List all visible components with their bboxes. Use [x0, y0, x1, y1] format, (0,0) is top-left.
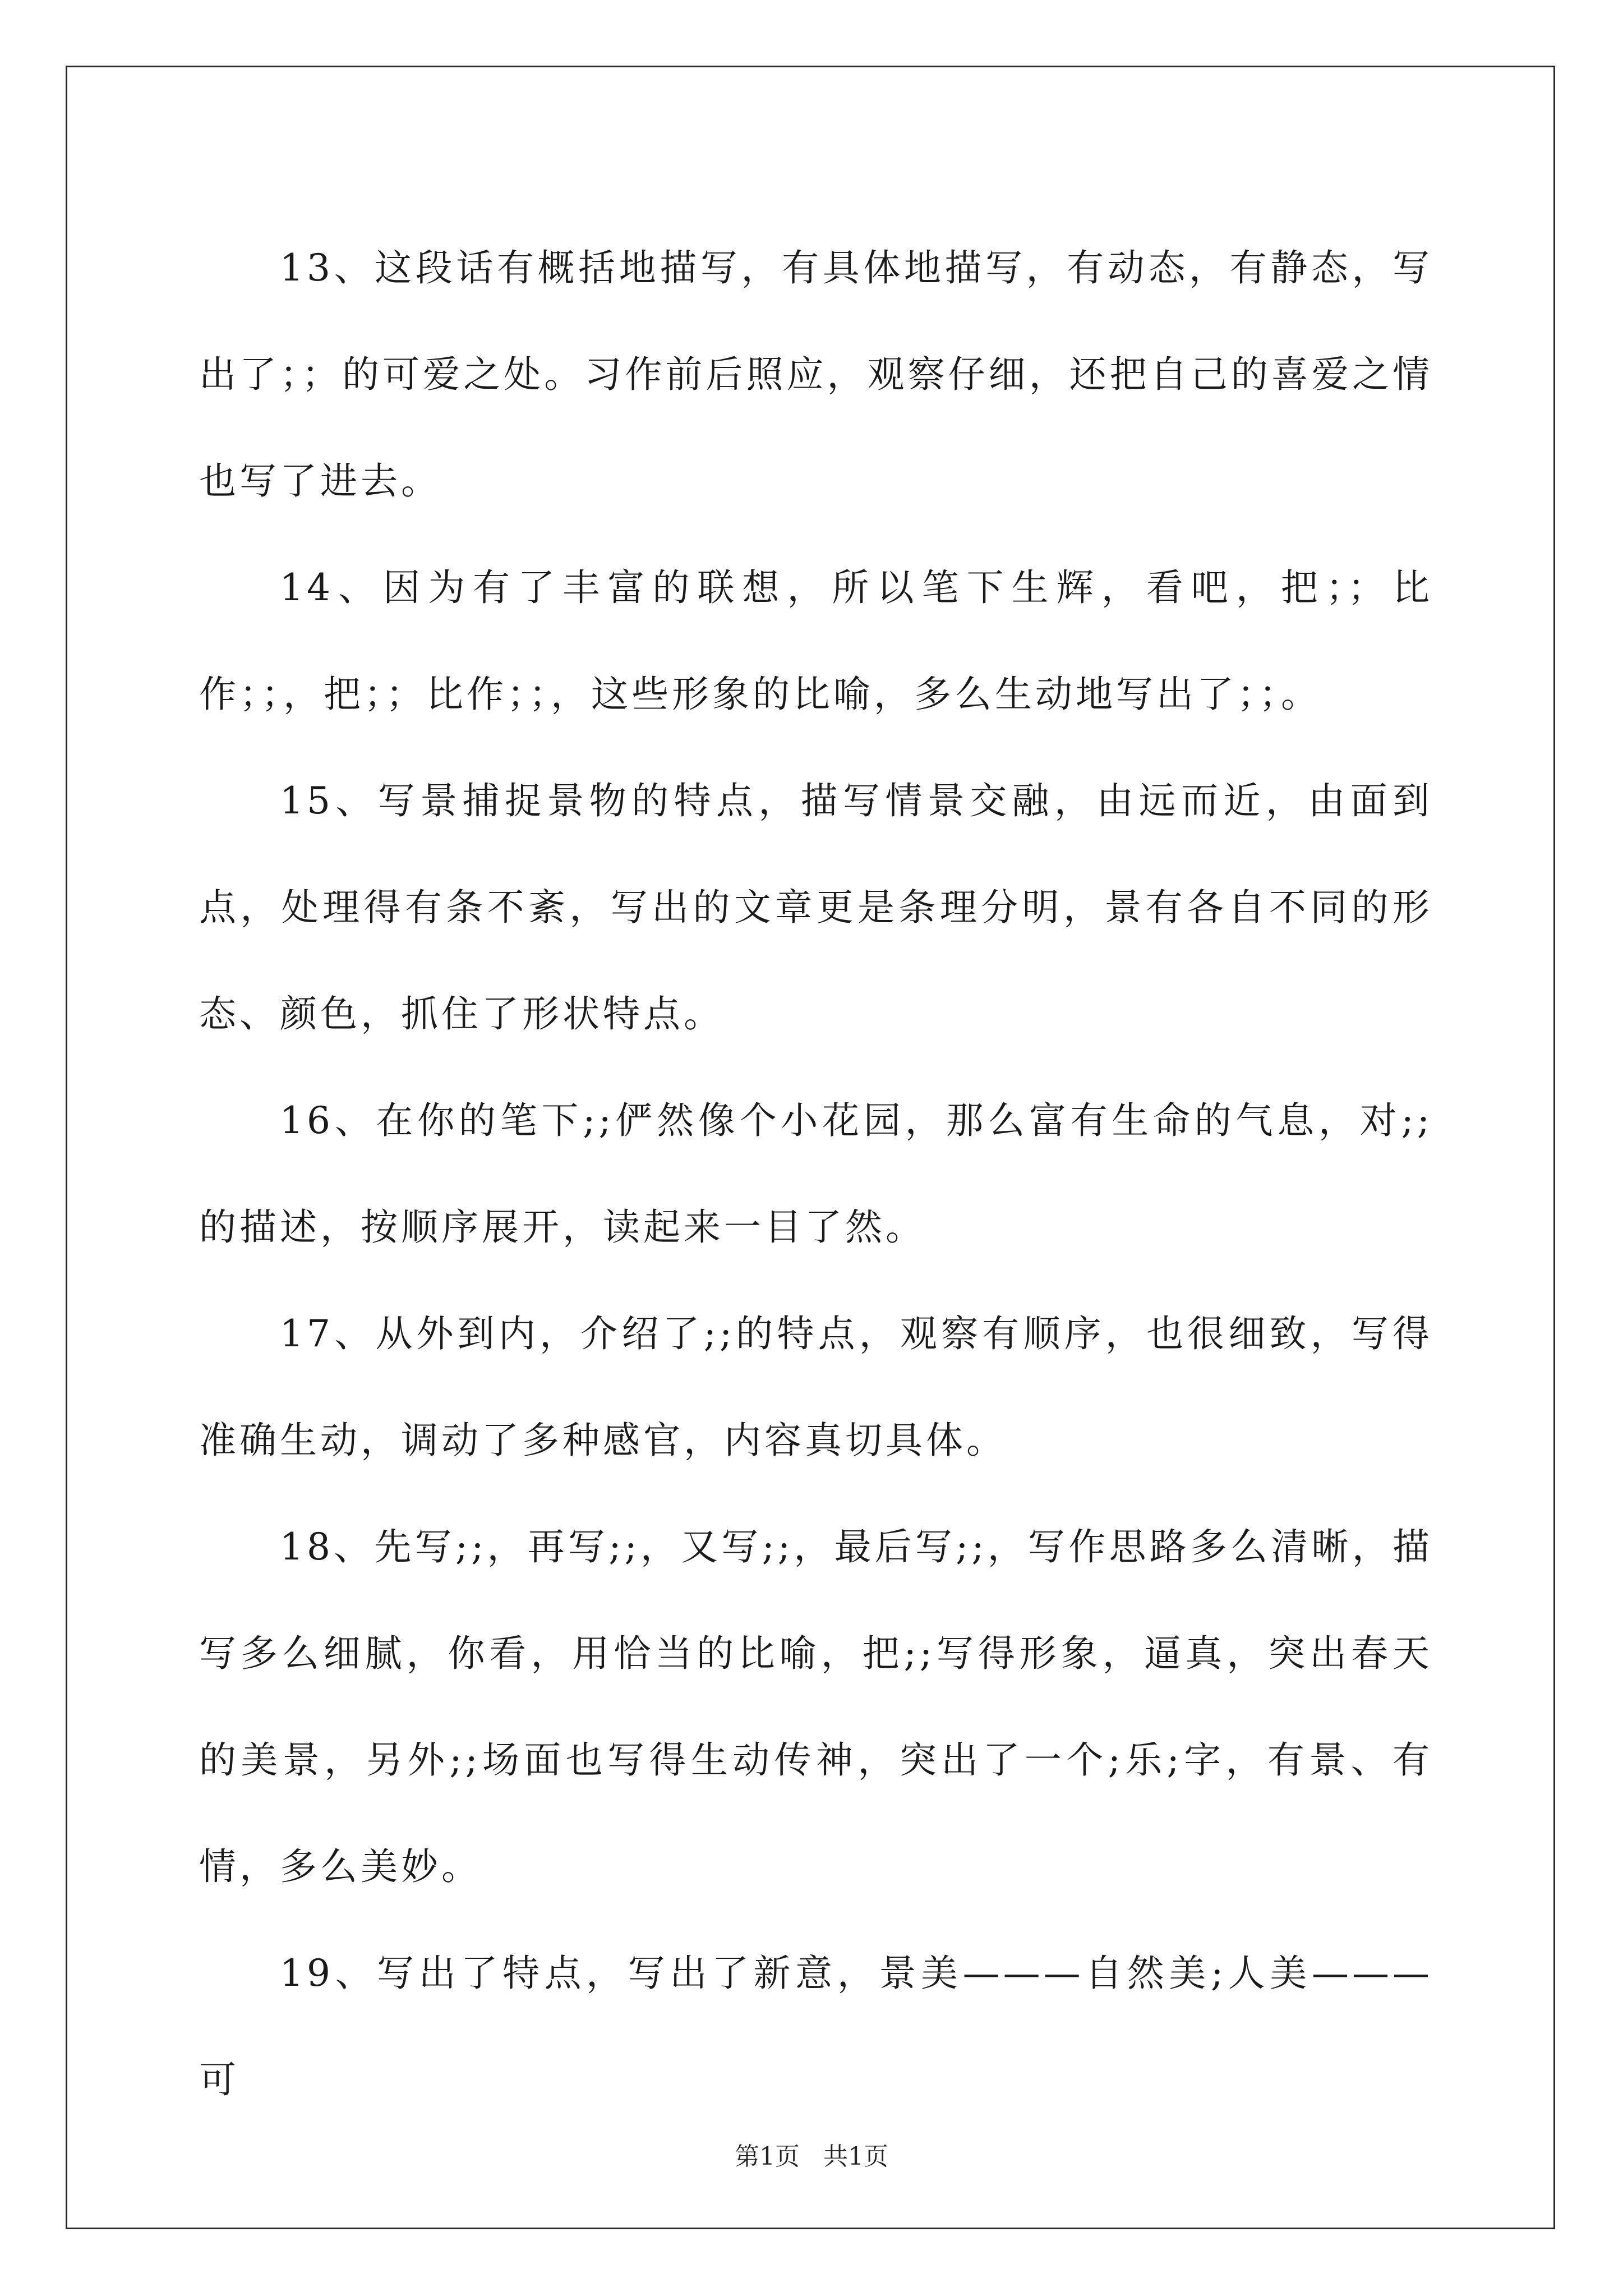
page-footer: [0, 2136, 1623, 2172]
paragraph-19: 19、写出了特点，写出了新意，景美———自然美;人美———可: [199, 1952, 1433, 2101]
paragraph-17: 17、从外到内，介绍了;;的特点，观察有顺序，也很细致，写得准确生动，调动了多种感官，内容真切具体。: [199, 1312, 1433, 1462]
paragraph-18: 18、先写;;，再写;;，又写;;，最后写;;，写作思路多么清晰，描写多么细腻，你看，用恰当的比喻，把;;写得形象，逼真，突出春天的美景，另外;;场面也写得生动传神，突出了一个;乐;字，有景、有情，多么美妙。: [199, 1525, 1433, 1888]
page-number: 第1页: [735, 2142, 800, 2171]
page-total: 共1页: [823, 2142, 888, 2171]
paragraph-13: 13、这段话有概括地描写，有具体地描写，有动态，有静态，写出了；；的可爱之处。习作前后照应，观察仔细，还把自己的喜爱之情也写了进去。: [199, 246, 1433, 503]
paragraph-16: 16、在你的笔下;;俨然像个小花园，那么富有生命的气息，对;;的描述，按顺序展开，读起来一目了然。: [199, 1099, 1433, 1249]
paragraph-14: 14、因为有了丰富的联想，所以笔下生辉，看吧，把；；比作；；，把；；比作；；，这些形象的比喻，多么生动地写出了；；。: [199, 566, 1433, 716]
document-body: [199, 215, 1433, 2133]
paragraph-15: 15、写景捕捉景物的特点，描写情景交融，由远而近，由面到点，处理得有条不紊，写出的文章更是条理分明，景有各自不同的形态、颜色，抓住了形状特点。: [199, 779, 1433, 1036]
